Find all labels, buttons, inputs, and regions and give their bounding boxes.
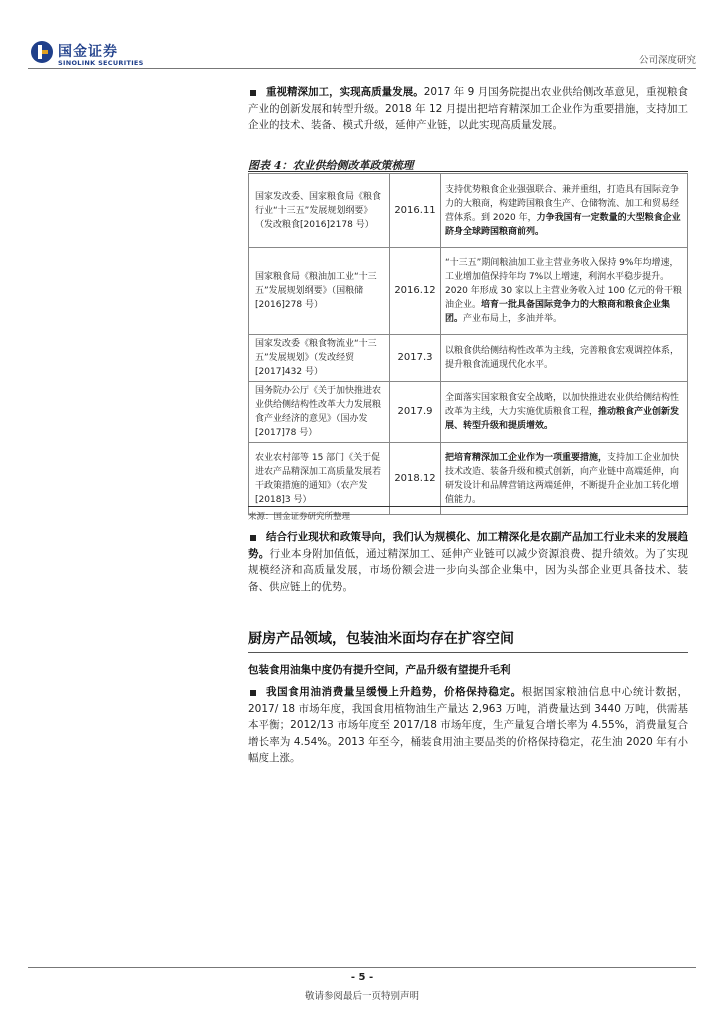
policy-content [441,248,688,335]
policy-content-tail: 支持加工企业加快技术改造、装备升级和模式创新，向产业链中高端延伸，向研发设计和品牌营销这两端延伸，不断提升企业加工转化增值能力。 [445,452,680,505]
footer-disclaimer: 敬请参阅最后一页特别声明 [304,991,419,1002]
page-number: - 5 - [350,972,374,983]
table-row [249,174,688,248]
policy-content-text: 以粮食供给侧结构性改革为主线，完善粮食宏观调控体系，提升粮食流通现代化水平。 [445,346,680,370]
policy-table [248,173,688,515]
figure-source: 来源：国金证券研究所整理 [248,512,351,522]
policy-content [441,174,688,248]
policy-content [441,382,688,443]
table-row [249,382,688,443]
paragraph-1-lead: 重视精深加工，实现高质量发展。 [266,86,424,98]
policy-content-text: 支持优势粮食企业强强联合、兼并重组，打造具有国际竞争力的大粮商，构建跨国粮食生产、仓储物流、加工和贸易经营体系。到 2020 年， [445,184,680,223]
policy-content-text: 全面落实国家粮食安全战略，以加快推进农业供给侧结构性改革为主线，大力实施优质粮食工程， [445,393,680,417]
logo-mark-icon [30,40,54,64]
policy-document: 国家发改委、国家粮食局《粮食行业“十三五”发展规划纲要》（发改粮食[2016]2178 号） [249,174,390,248]
policy-content [441,335,688,382]
paragraph-1-body: 2017 年 9 月国务院提出农业供给侧改革意见，重视粮食产业的创新发展和转型升级。2018 年 12 月提出把培育精深加工企业作为重要措施，支持加工企业的技术、装备、模式升级，延伸产业链，以此实现高质量发展。 [248,86,688,132]
policy-date: 2017.9 [390,382,441,443]
paragraph-3-lead: 我国食用油消费量呈缓慢上升趋势，价格保持稳定。 [266,686,522,698]
figure-title: 图表 4：农业供给侧改革政策梳理 [248,159,414,172]
figure-bottom-rule [248,506,688,507]
policy-document: 国务院办公厅《关于加快推进农业供给侧结构性改革大力发展粮食产业经济的意见》（国办发[2017]78 号） [249,382,390,443]
policy-content-bold: 培育一批具备国际竞争力的大粮商和粮食企业集团。 [445,300,671,324]
logo-text-cn: 国金证券 [58,44,118,60]
document-type: 公司深度研究 [638,55,696,66]
paragraph-2-lead: 结合行业现状和政策导向，我们认为规模化、加工精深化是农副产品加工行业未来的发展趋势。 [248,531,688,560]
section-rule [248,652,688,653]
paragraph-3 [248,684,688,767]
footer-divider [28,967,696,968]
company-logo [30,40,144,68]
subsection-title: 包装食用油集中度仍有提升空间，产品升级有望提升毛利 [248,664,511,676]
policy-content-bold: 推动粮食产业创新发展、转型升级和提质增效。 [445,407,680,431]
paragraph-3-body: 根据国家粮油信息中心统计数据，2017/ 18 市场年度，我国食用植物油生产量达 2,963 万吨，消费量达到 3440 万吨，供需基本平衡；2012/13 市场年度至 2017/18 市场年度，生产量复合增长率为 4.55%，消费量复合增长率为 4.54%。2013 年至今，桶装食用油主要品类的价格保持稳定，花生油 2020 年有小幅度上涨。 [248,686,688,765]
section-title: 厨房产品领域，包装油米面均存在扩容空间 [248,631,514,647]
policy-content [441,443,688,515]
paragraph-2 [248,529,688,595]
figure-top-rule [248,171,688,172]
table-row [249,443,688,515]
logo-text-en: SINOLINK SECURITIES [58,59,144,67]
policy-date: 2016.11 [390,174,441,248]
paragraph-1 [248,84,688,134]
policy-content-text: “十三五”期间粮油加工业主营业务收入保持 9%年均增速，工业增加值保持年均 7%以上增速，利润水平稳步提升。2020 年形成 30 家以上主营业务收入过 100 亿元的骨干粮油企业。 [445,258,682,310]
header-divider [28,68,696,69]
paragraph-2-body: 行业本身附加值低，通过精深加工、延伸产业链可以减少资源浪费、提升绩效。为了实现规模经济和高质量发展，市场份额会进一步向头部企业集中，因为头部企业更具备技术、装备、供应链上的优势。 [248,547,689,593]
policy-content-bold: 力争我国有一定数量的大型粮食企业跻身全球跨国粮商前列。 [445,212,681,237]
policy-content-tail: 产业布局上，多油并举。 [463,314,563,324]
table-row [249,335,688,382]
policy-date: 2016.12 [390,248,441,335]
policy-content-bold: 把培育精深加工企业作为一项重要措施， [445,452,608,463]
policy-document: 国家发改委《粮食物流业“十三五”发展规划》（发改经贸[2017]432 号） [249,335,390,382]
policy-date: 2017.3 [390,335,441,382]
page-header [0,0,724,72]
policy-document: 农业农村部等 15 部门《关于促进农产品精深加工高质量发展若干政策措施的通知》（农产发[2018]3 号） [249,443,390,515]
policy-date: 2018.12 [390,443,441,515]
policy-document: 国家粮食局《粮油加工业“十三五”发展规划纲要》（国粮储[2016]278 号） [249,248,390,335]
table-row [249,248,688,335]
